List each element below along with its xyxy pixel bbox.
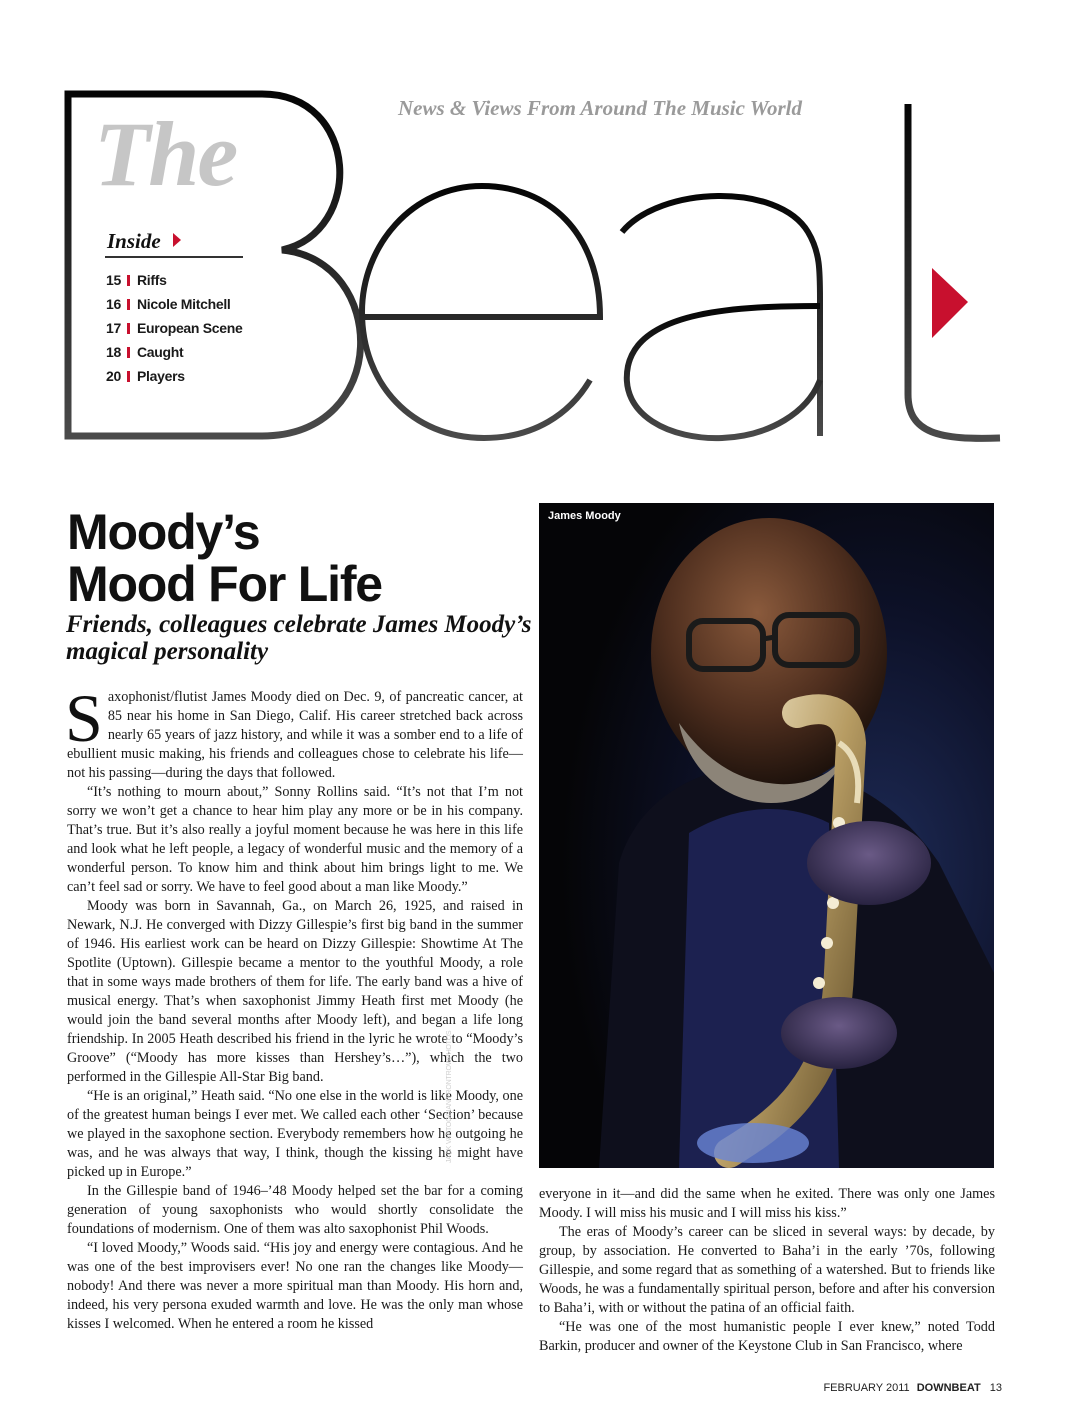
folio-magazine: DOWNBEAT <box>916 1382 981 1394</box>
article-paragraph: “He is an original,” Heath said. “No one else in the world is like Moody, one of the greatest human beings I ever met. We called each other ‘Section’ because we played in the saxophone section. Everybody remembers how he outgoing he was, and he was always that way, I think, though the kissing he might have picked up in Europe.” <box>67 1088 523 1180</box>
masthead-the: The <box>94 103 237 205</box>
toc-page: 17 <box>106 320 121 336</box>
toc-item[interactable] <box>106 366 276 390</box>
toc-item[interactable] <box>106 342 276 366</box>
article-paragraph: In the Gillespie band of 1946–’48 Moody helped set the bar for a coming generation of young saxophonists who would shortly consolidate the foundations of modernism. One of them was alto saxophonist Phil Woods. <box>67 1183 523 1237</box>
folio-page-number: 13 <box>989 1382 1002 1394</box>
masthead-tagline: News & Views From Around The Music World <box>398 96 802 120</box>
headline-line: Moody’s <box>67 504 260 560</box>
red-triangle-arrow-icon <box>932 268 968 338</box>
photo-caption: James Moody <box>548 510 621 522</box>
toc-divider <box>127 299 130 310</box>
photo-credit: JACK VARTOOGIAN/FRONTROWPHOTOS <box>446 1030 453 1163</box>
beat-letter-e <box>362 186 600 438</box>
article-paragraph: Moody was born in Savannah, Ga., on March 26, 1925, and raised in Newark, N.J. He converged with Dizzy Gillespie’s first big band in the summer of 1946. His earliest work can be heard on Dizzy Gillespie: Showtime At The Spotlite (Uptown). Gillespie became a mentor to the youthful Moody, a role that in some ways made brothers of them for life. The early band was a hive of musical energy. That’s when saxophonist Jimmy Heath first met Moody (he would join the band several months after Moody left), and began a life long friendship. In 2005 Heath described his friend in the lyric he wrote to “Moody’s Groove” (“Moody has more kisses than Hershey’s…”), which the two performed in the Gillespie All-Star Big band. <box>67 898 523 1085</box>
article-paragraph: everyone in it—and did the same when he exited. There was only one James Moody. I will miss his music and I will miss his kiss.” <box>539 1186 995 1221</box>
article-deck: Friends, colleagues celebrate James Moody’s magical personality <box>66 611 532 665</box>
toc-label: Players <box>137 368 185 384</box>
toc-item[interactable] <box>106 294 276 318</box>
article-column-2 <box>539 1185 995 1356</box>
article-headline <box>67 506 537 610</box>
toc-label: Caught <box>137 344 184 360</box>
inside-heading: Inside <box>107 229 161 253</box>
headline-line: Mood For Life <box>67 556 382 612</box>
article-paragraph: “I loved Moody,” Woods said. “His joy and energy were contagious. And he was one of the best improvisers ever! No one ran the changes like Moody—nobody! And there was never a more spiritual man than Moody. His horn and, indeed, his very persona exuded warmth and love. He was the only man whose kisses I welcomed. When he entered a room he kissed <box>67 1240 523 1332</box>
toc-page: 20 <box>106 368 121 384</box>
beat-letter-t <box>908 104 1000 438</box>
toc-divider <box>127 275 130 286</box>
toc-item[interactable] <box>106 270 276 294</box>
article-photo <box>539 503 994 1168</box>
article-paragraph: “It’s nothing to mourn about,” Sonny Rollins said. “It’s not that I’m not sorry we won’t get a chance to hear him play any more or be in his company. That’s true. But it’s also really a joyful moment because he was here in this life and look what he left people, a legacy of wonderful music and the memory of a wonderful person. To know him and think about him brings light to me. We can’t feel sad or sorry. We have to feel good about a man like Moody.” <box>67 784 523 895</box>
article-paragraph <box>65 680 523 783</box>
toc-page: 16 <box>106 296 121 312</box>
masthead <box>0 0 1066 470</box>
toc-label: European Scene <box>137 320 243 336</box>
photo-illustration <box>539 503 994 1168</box>
toc-page: 18 <box>106 344 121 360</box>
inside-arrow-icon <box>173 233 181 247</box>
paragraph-text: axophonist/flutist James Moody died on Dec. 9, of pancreatic cancer, at 85 near his home in San Diego, Calif. His career stretched back across nearly 65 years of jazz history, and while it was a somber end to a life of ebullient music making, his friends and colleagues chose to celebrate his life—not his passing—during the days that followed. <box>67 689 523 781</box>
toc-label: Nicole Mitchell <box>137 296 231 312</box>
toc-divider <box>127 323 130 334</box>
article-paragraph: The eras of Moody’s career can be sliced in several ways: by decade, by group, by association. He converted to Baha’i in the early ’70s, following Gillespie, and some regard that as something of a watershed. But to friends like Woods, he was a fundamentally spiritual person, before and after his conversion to Baha’i, with or without the patina of an official faith. <box>539 1224 995 1316</box>
inside-rule <box>105 256 243 258</box>
page-folio <box>0 1382 1002 1394</box>
toc-label: Riffs <box>137 272 167 288</box>
toc-page: 15 <box>106 272 121 288</box>
beat-letter-a <box>622 196 820 436</box>
toc-divider <box>127 371 130 382</box>
folio-date: FEBRUARY 2011 <box>823 1382 910 1394</box>
toc-item[interactable] <box>106 318 276 342</box>
toc-divider <box>127 347 130 358</box>
article-column-1 <box>65 680 523 1334</box>
inside-toc <box>106 270 276 390</box>
article-paragraph: “He was one of the most humanistic people I ever knew,” noted Todd Barkin, producer and owner of the Keystone Club in San Francisco, where <box>539 1319 995 1354</box>
drop-cap: S <box>65 680 103 756</box>
